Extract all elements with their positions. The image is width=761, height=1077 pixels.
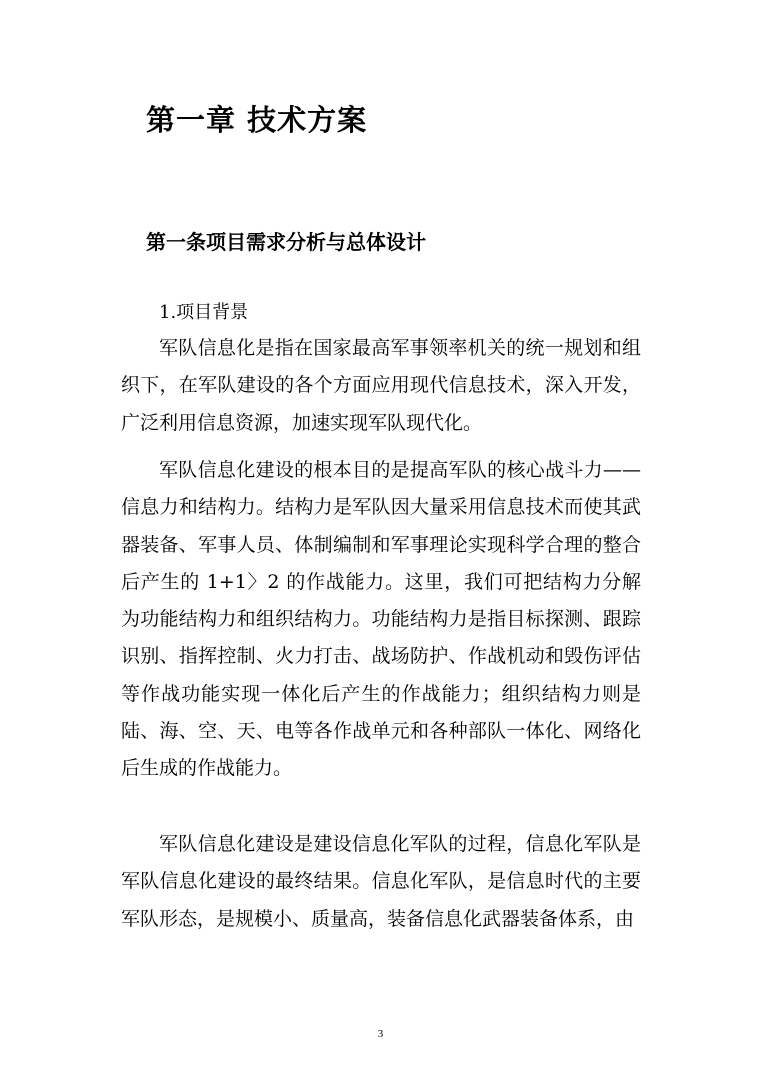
page-number: 3 bbox=[377, 1028, 384, 1040]
body-paragraph: 军队信息化是指在国家最高军事领率机关的统一规划和组织下，在军队建设的各个方面应用现代信息技术，深入开发，广泛利用信息资源，加速实现军队现代化。 bbox=[121, 337, 641, 434]
body-paragraph: 军队信息化建设是建设信息化军队的过程，信息化军队是军队信息化建设的最终结果。信息化军队，是信息时代的主要军队形态，是规模小、质量高，装备信息化武器装备体系，由 bbox=[121, 833, 641, 930]
body-paragraph: 军队信息化建设的根本目的是提高军队的核心战斗力——信息力和结构力。结构力是军队因大量采用信息技术而使其武器装备、军事人员、体制编制和军事理论实现科学合理的整合后产生的 1+1〉2 的作战能力。这里，我们可把结构力分解为功能结构力和组织结构力。功能结构力是指目标探测、跟踪识别、指挥控制、火力打击、战场防护、作战机动和毁伤评估等作战功能实现一体化后产生的作战能力；组织结构力则是陆、海、空、天、电等各作战单元和各种部队一体化、网络化后生成的作战能力。 bbox=[121, 459, 641, 780]
section-title: 第一条项目需求分析与总体设计 bbox=[146, 230, 426, 254]
subheading-project-background: 1.项目背景 bbox=[159, 302, 249, 323]
chapter-title: 第一章 技术方案 bbox=[146, 103, 368, 137]
